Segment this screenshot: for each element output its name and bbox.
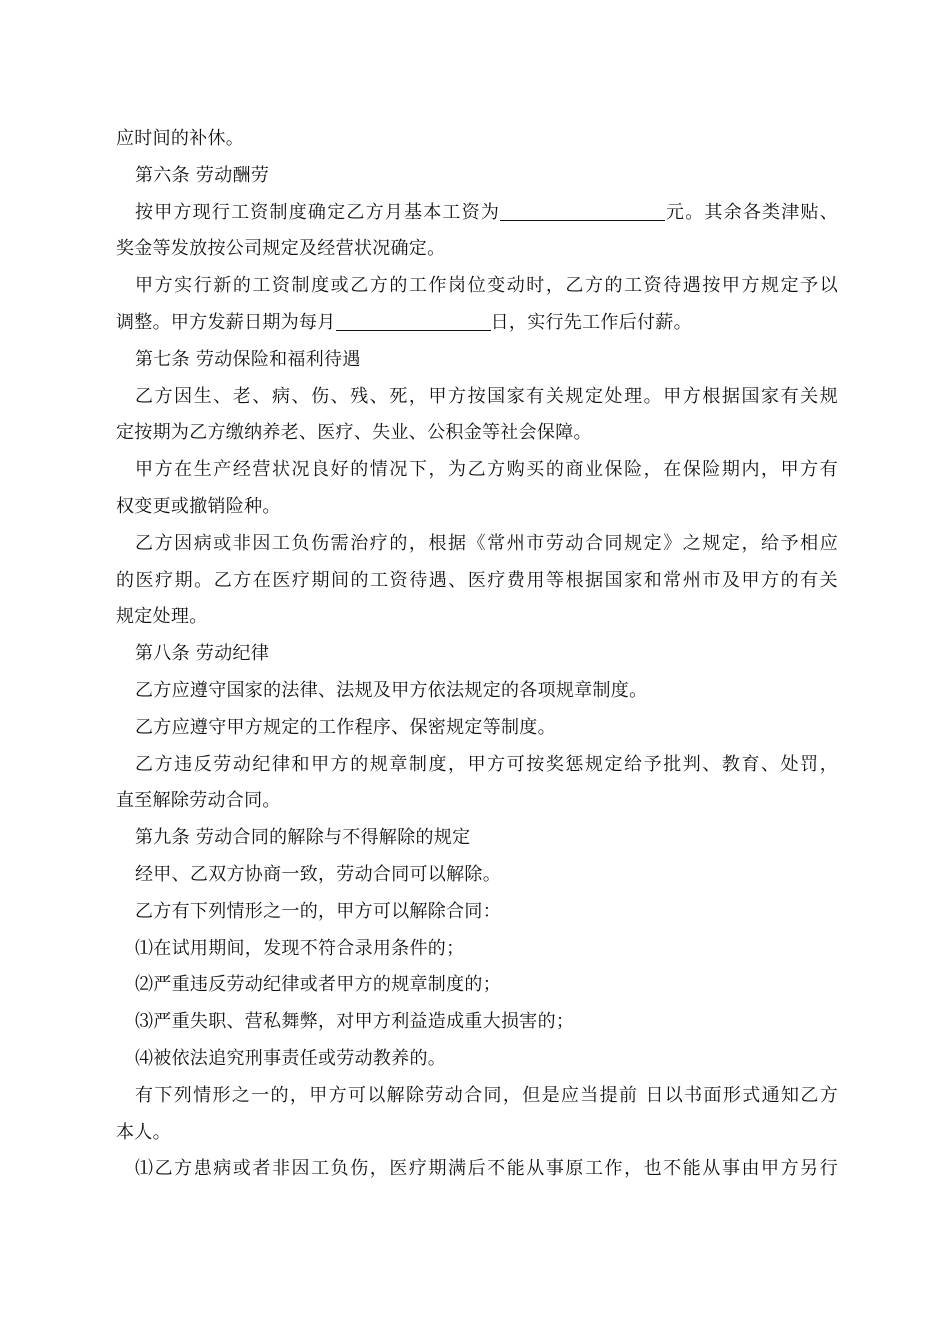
text-line: 本人。: [116, 1121, 171, 1143]
text-line: [116, 195, 838, 232]
text-segment: 日，实行先工作后付薪。: [490, 311, 692, 333]
document-page: [116, 121, 838, 1188]
text-line: 定按期为乙方缴纳养老、医疗、失业、公积金等社会保障。: [116, 422, 592, 444]
text-line: 乙方因生、老、病、伤、残、死，甲方按国家有关规定处理。甲方根据国家有关规: [135, 385, 838, 407]
text-line: 乙方应遵守国家的法律、法规及甲方依法规定的各项规章制度。: [135, 679, 648, 701]
article-heading: 第八条 劳动纪律: [135, 643, 270, 665]
text-line: 乙方违反劳动纪律和甲方的规章制度，甲方可按奖惩规定给予批判、教育、处罚，: [135, 753, 838, 775]
text-line: 甲方实行新的工资制度或乙方的工作岗位变动时，乙方的工资待遇按甲方规定予以: [135, 275, 838, 297]
article-heading: 第七条 劳动保险和福利待遇: [135, 348, 361, 370]
text-line: 权变更或撤销险种。: [116, 495, 281, 517]
list-item: ⑴乙方患病或者非因工负伤，医疗期满后不能从事原工作，也不能从事由甲方另行: [135, 1158, 838, 1180]
text-line: 的医疗期。乙方在医疗期间的工资待遇、医疗费用等根据国家和常州市及甲方的有关: [116, 569, 838, 591]
list-item: ⑵严重违反劳动纪律或者甲方的规章制度的；: [135, 974, 501, 996]
article-heading: 第六条 劳动酬劳: [135, 164, 270, 186]
list-item: ⑴在试用期间，发现不符合录用条件的；: [135, 937, 465, 959]
article-heading: 第九条 劳动合同的解除与不得解除的规定: [135, 827, 471, 849]
text-line: 甲方在生产经营状况良好的情况下，为乙方购买的商业保险，在保险期内，甲方有: [135, 459, 838, 481]
salary-blank-field: [500, 202, 665, 221]
text-line: 直至解除劳动合同。: [116, 790, 281, 812]
payday-blank-field: [336, 312, 491, 331]
text-line: 规定处理。: [116, 606, 208, 628]
list-item: ⑶严重失职、营私舞弊，对甲方利益造成重大损害的；: [135, 1011, 575, 1033]
text-line: 应时间的补休。: [116, 128, 245, 149]
list-item: ⑷被依法追究刑事责任或劳动教养的。: [135, 1047, 447, 1069]
text-line: 乙方因病或非因工负伤需治疗的，根据《常州市劳动合同规定》之规定，给予相应: [135, 532, 838, 554]
text-segment: 按甲方现行工资制度确定乙方月基本工资为: [135, 201, 501, 223]
text-line: 乙方应遵守甲方规定的工作程序、保密规定等制度。: [135, 716, 556, 738]
text-segment: 元。其余各类津贴、: [665, 201, 838, 223]
text-segment: 调整。甲方发薪日期为每月: [116, 311, 336, 333]
text-line: 有下列情形之一的，甲方可以解除劳动合同，但是应当提前 日以书面形式通知乙方: [135, 1084, 838, 1106]
text-line: [116, 305, 838, 342]
text-line: 乙方有下列情形之一的，甲方可以解除合同：: [135, 900, 501, 922]
text-line: 奖金等发放按公司规定及经营状况确定。: [116, 238, 446, 260]
text-line: 经甲、乙双方协商一致，劳动合同可以解除。: [135, 863, 501, 885]
